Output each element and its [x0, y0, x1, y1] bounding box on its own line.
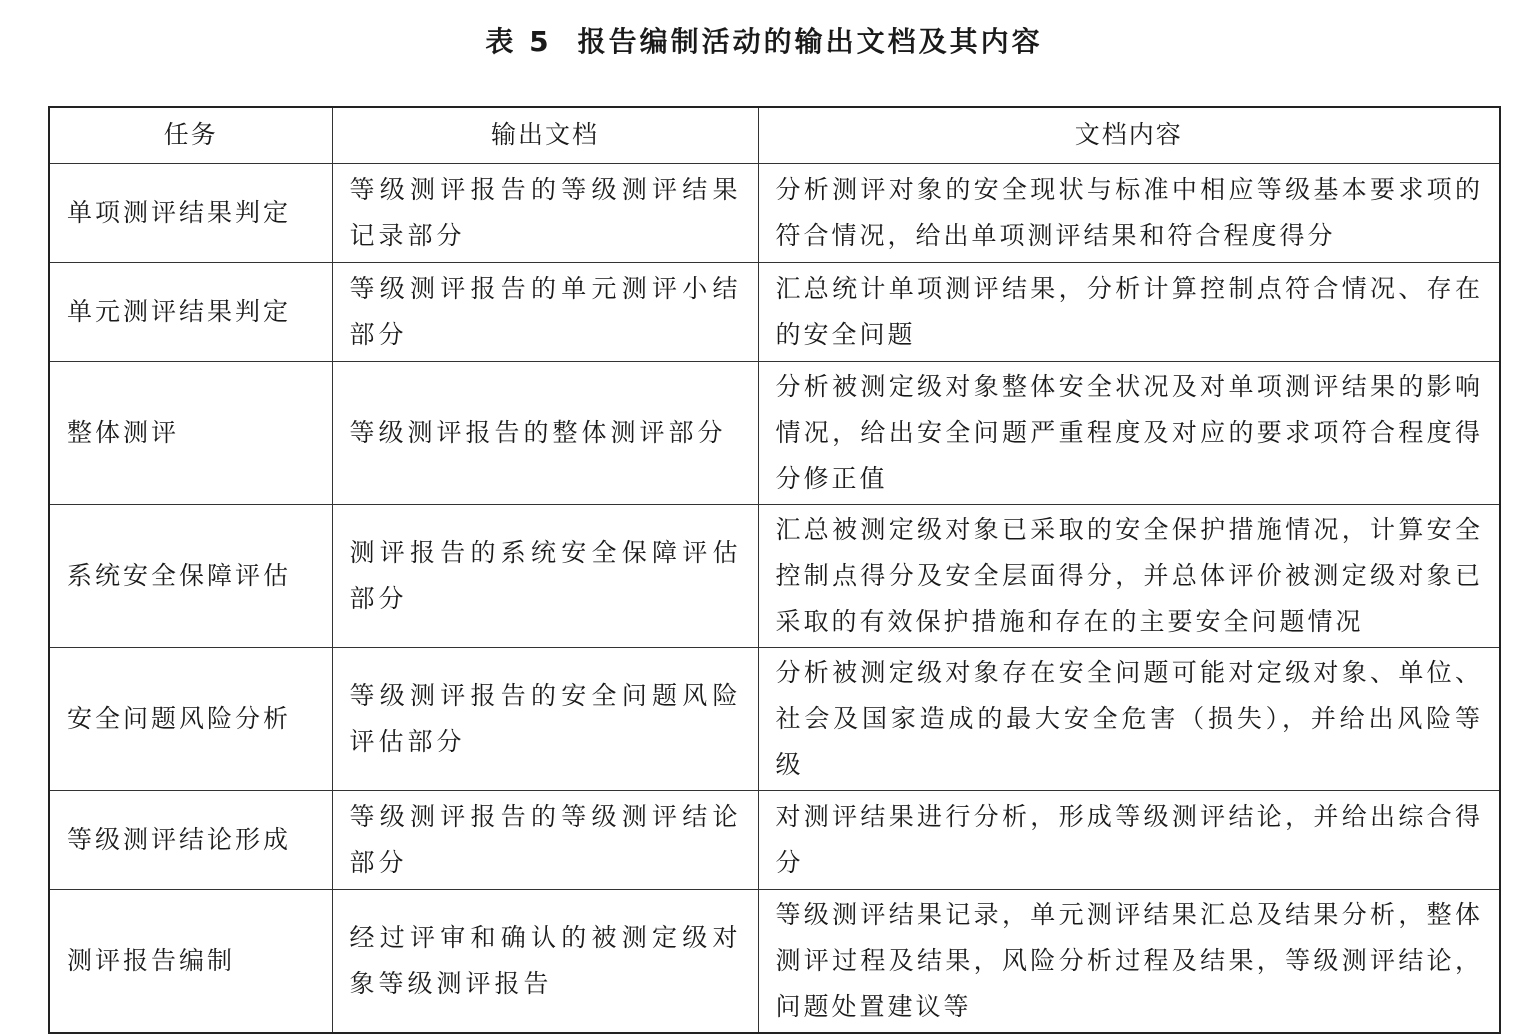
document-content-cell: 分析被测定级对象存在安全问题可能对定级对象、单位、社会及国家造成的最大安全危害（损失），并给出风险等级	[758, 647, 1500, 790]
output-document-cell: 等级测评报告的安全问题风险评估部分	[332, 647, 758, 790]
output-document-cell: 测评报告的系统安全保障评估部分	[332, 504, 758, 647]
task-cell: 安全问题风险分析	[49, 647, 332, 790]
document-content-cell: 汇总被测定级对象已采取的安全保护措施情况，计算安全控制点得分及安全层面得分，并总体评价被测定级对象已采取的有效保护措施和存在的主要安全问题情况	[758, 504, 1500, 647]
table-title: 报告编制活动的输出文档及其内容	[577, 25, 1043, 58]
output-document-cell: 等级测评报告的单元测评小结部分	[332, 262, 758, 361]
header-output-document: 输出文档	[332, 107, 758, 163]
output-document-cell: 等级测评报告的整体测评部分	[332, 361, 758, 504]
document-content-cell: 汇总统计单项测评结果，分析计算控制点符合情况、存在的安全问题	[758, 262, 1500, 361]
output-documents-table	[48, 106, 1501, 1034]
document-content-cell: 分析测评对象的安全现状与标准中相应等级基本要求项的符合情况，给出单项测评结果和符合程度得分	[758, 163, 1500, 262]
document-content-cell: 对测评结果进行分析，形成等级测评结论，并给出综合得分	[758, 790, 1500, 889]
table-row	[49, 361, 1500, 504]
task-cell: 系统安全保障评估	[49, 504, 332, 647]
document-content-cell: 等级测评结果记录，单元测评结果汇总及结果分析，整体测评过程及结果，风险分析过程及结果，等级测评结论，问题处置建议等	[758, 889, 1500, 1033]
table-row	[49, 504, 1500, 647]
header-task: 任务	[49, 107, 332, 163]
table-row	[49, 647, 1500, 790]
output-document-cell: 等级测评报告的等级测评结论部分	[332, 790, 758, 889]
task-cell: 单项测评结果判定	[49, 163, 332, 262]
header-document-content: 文档内容	[758, 107, 1500, 163]
table-row	[49, 262, 1500, 361]
table-caption	[0, 22, 1528, 62]
table-row	[49, 790, 1500, 889]
task-cell: 测评报告编制	[49, 889, 332, 1033]
document-content-cell: 分析被测定级对象整体安全状况及对单项测评结果的影响情况，给出安全问题严重程度及对应的要求项符合程度得分修正值	[758, 361, 1500, 504]
output-document-cell: 等级测评报告的等级测评结果记录部分	[332, 163, 758, 262]
table-number: 表 5	[485, 25, 552, 58]
header-row	[49, 107, 1500, 163]
task-cell: 整体测评	[49, 361, 332, 504]
table-row	[49, 889, 1500, 1033]
output-document-cell: 经过评审和确认的被测定级对象等级测评报告	[332, 889, 758, 1033]
table-row	[49, 163, 1500, 262]
task-cell: 等级测评结论形成	[49, 790, 332, 889]
task-cell: 单元测评结果判定	[49, 262, 332, 361]
